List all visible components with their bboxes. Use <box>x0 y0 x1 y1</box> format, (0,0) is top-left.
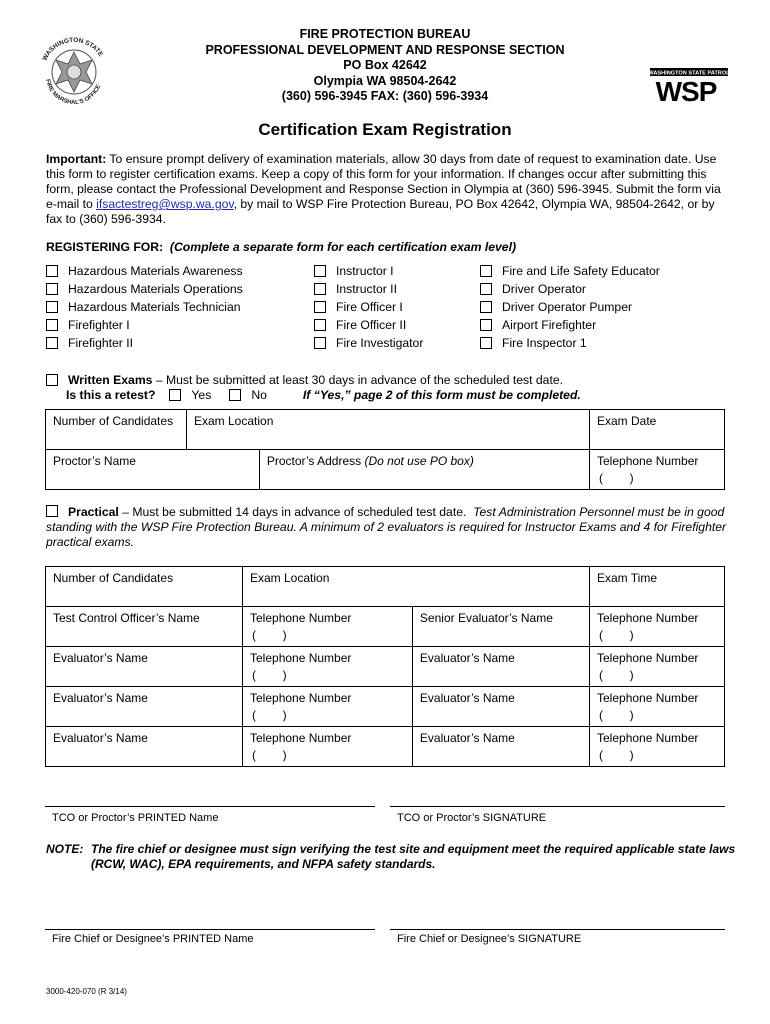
option-label: Firefighter I <box>68 318 130 332</box>
cell-exam-location[interactable] <box>187 410 590 450</box>
option-label: Fire Officer I <box>336 300 403 314</box>
label: Telephone Number <box>250 691 352 705</box>
cell-evaluator-name[interactable] <box>412 687 589 727</box>
label: Telephone Number <box>250 651 352 665</box>
option-label: Instructor II <box>336 282 397 296</box>
checkbox[interactable] <box>314 301 326 313</box>
checkbox[interactable] <box>480 337 492 349</box>
option-label: Fire Inspector 1 <box>502 336 587 350</box>
cell-evaluator-phone[interactable] <box>590 687 725 727</box>
tco-signature-line[interactable] <box>390 806 725 807</box>
chief-printed-name-line[interactable] <box>45 929 375 930</box>
cell-evaluator-name[interactable] <box>412 647 589 687</box>
agency-header <box>180 27 590 105</box>
area-code-parens: ( ) <box>599 708 634 722</box>
option-firefighter-1[interactable] <box>46 316 243 334</box>
note-label: NOTE: <box>46 842 84 856</box>
practical-exam-table <box>45 566 725 767</box>
important-label: Important: <box>46 152 107 166</box>
option-fire-inspector-1[interactable] <box>480 334 660 352</box>
checkbox[interactable] <box>46 301 58 313</box>
checkbox[interactable] <box>46 319 58 331</box>
intro-text-2: , by mail to WSP Fire Protection Bureau, PO Box 42642, Olympia WA, 98504-2642, or by fax to (360) 596-3934. <box>46 197 715 226</box>
chief-signature-label: Fire Chief or Designee’s SIGNATURE <box>397 933 582 945</box>
email-link[interactable]: ifsactestreg@wsp.wa.gov <box>96 197 234 211</box>
form-title: Certification Exam Registration <box>258 120 512 139</box>
registering-for-heading <box>46 240 516 254</box>
option-label: Driver Operator <box>502 282 586 296</box>
label: Exam Date <box>597 414 657 428</box>
option-label: Firefighter II <box>68 336 134 350</box>
registering-label: REGISTERING FOR: <box>46 240 164 254</box>
label: Evaluator’s Name <box>419 651 515 665</box>
practical-text: – Must be submitted 14 days in advance of scheduled test date. <box>118 505 474 519</box>
form-number: 3000-420-070 (R 3/14) <box>46 987 127 996</box>
area-code-parens: ( ) <box>599 471 634 485</box>
svg-text:WSP: WSP <box>655 76 717 102</box>
svg-text:WASHINGTON STATE: WASHINGTON STATE <box>41 36 105 62</box>
label: Evaluator’s Name <box>419 731 515 745</box>
cell-evaluator-phone[interactable] <box>590 647 725 687</box>
address-note: (Do not use PO box) <box>364 454 474 468</box>
option-instructor-2[interactable] <box>314 280 423 298</box>
option-driver-operator-pumper[interactable] <box>480 298 660 316</box>
retest-row <box>66 386 581 404</box>
cell-evaluator-phone[interactable] <box>590 727 725 767</box>
option-label: Airport Firefighter <box>502 318 597 332</box>
cell-exam-time[interactable] <box>590 567 725 607</box>
wsp-logo <box>650 68 728 102</box>
checkbox[interactable] <box>480 301 492 313</box>
checkbox[interactable] <box>480 319 492 331</box>
retest-no-label: No <box>251 388 267 402</box>
chief-printed-name-label: Fire Chief or Designee’s PRINTED Name <box>52 933 254 945</box>
label: Evaluator’s Name <box>53 731 148 745</box>
retest-note: If “Yes,” page 2 of this form must be completed. <box>302 388 581 402</box>
label: Number of Candidates <box>53 414 174 428</box>
option-label: Hazardous Materials Awareness <box>68 264 243 278</box>
cell-evaluator-phone[interactable] <box>243 727 413 767</box>
area-code-parens: ( ) <box>599 748 634 762</box>
option-fire-officer-1[interactable] <box>314 298 423 316</box>
written-exams-text: – Must be submitted at least 30 days in advance of the scheduled test date. <box>152 373 564 387</box>
option-hazmat-operations[interactable] <box>46 280 243 298</box>
area-code-parens: ( ) <box>599 668 634 682</box>
cell-evaluator-phone[interactable] <box>243 687 413 727</box>
option-fire-officer-2[interactable] <box>314 316 423 334</box>
option-label: Driver Operator Pumper <box>502 300 633 314</box>
cell-exam-date[interactable] <box>590 410 725 450</box>
header-line-phone: (360) 596-3945 FAX: (360) 596-3934 <box>281 89 489 103</box>
cell-evaluator-name[interactable] <box>46 727 243 767</box>
area-code-parens: ( ) <box>252 748 287 762</box>
label: Test Control Officer’s Name <box>53 611 200 625</box>
checkbox[interactable] <box>46 283 58 295</box>
intro-paragraph <box>46 152 730 227</box>
checkbox[interactable] <box>46 265 58 277</box>
label: Telephone Number <box>597 611 699 625</box>
label: Evaluator’s Name <box>53 691 148 705</box>
option-label: Instructor I <box>336 264 394 278</box>
label: Telephone Number <box>597 651 699 665</box>
label: Telephone Number <box>250 731 352 745</box>
retest-question: Is this a retest? <box>66 388 156 402</box>
cell-evaluator-name[interactable] <box>412 727 589 767</box>
cell-evaluator-phone[interactable] <box>243 647 413 687</box>
label: Telephone Number <box>250 611 352 625</box>
option-label: Fire Investigator <box>336 336 424 350</box>
header-line-bureau: FIRE PROTECTION BUREAU <box>299 27 471 41</box>
exam-options-col2 <box>314 262 423 352</box>
cell-tco-phone[interactable] <box>243 607 413 647</box>
option-label: Fire and Life Safety Educator <box>502 264 660 278</box>
exam-options-col3 <box>480 262 660 352</box>
intro-text-1: To ensure prompt delivery of examination materials, allow 30 days from date of request to examination date. Use this form to register certification exams. Keep a copy of this form for your information. If changes occur after submitting this form, please contact the Professional Development and Response Section in Olympia at (360) 596-3945. Submit the form via e-mail to <box>46 152 721 211</box>
written-exam-table <box>45 409 725 490</box>
option-firefighter-2[interactable] <box>46 334 243 352</box>
exam-options-col1 <box>46 262 243 352</box>
option-fire-investigator[interactable] <box>314 334 423 352</box>
tco-printed-name-label: TCO or Proctor’s PRINTED Name <box>52 812 219 824</box>
cell-proctor-phone[interactable] <box>590 450 725 490</box>
svg-text:FIRE MARSHAL'S OFFICE: FIRE MARSHAL'S OFFICE <box>44 78 103 106</box>
label: Exam Location <box>194 414 274 428</box>
cell-senior-evaluator-phone[interactable] <box>590 607 725 647</box>
option-label: Hazardous Materials Technician <box>68 300 241 314</box>
checkbox[interactable] <box>314 319 326 331</box>
area-code-parens: ( ) <box>252 628 287 642</box>
tco-printed-name-line[interactable] <box>45 806 375 807</box>
label: Evaluator’s Name <box>53 651 148 665</box>
area-code-parens: ( ) <box>252 708 287 722</box>
label: Telephone Number <box>597 731 699 745</box>
cell-evaluator-name[interactable] <box>46 647 243 687</box>
retest-yes-checkbox[interactable] <box>169 389 181 401</box>
fire-marshal-seal-logo <box>34 36 114 106</box>
label: Telephone Number <box>597 691 699 705</box>
label: Exam Location <box>250 571 330 585</box>
label: Exam Time <box>597 571 658 585</box>
written-exams-label: Written Exams <box>68 373 153 387</box>
cell-evaluator-name[interactable] <box>46 687 243 727</box>
area-code-parens: ( ) <box>599 628 634 642</box>
chief-signature-line[interactable] <box>390 929 725 930</box>
label: Telephone Number <box>597 454 699 468</box>
header-line-pobox: PO Box 42642 <box>343 58 427 72</box>
option-label: Hazardous Materials Operations <box>68 282 243 296</box>
checkbox[interactable] <box>46 337 58 349</box>
option-label: Fire Officer II <box>336 318 407 332</box>
tco-signature-label: TCO or Proctor’s SIGNATURE <box>397 812 547 824</box>
note-paragraph <box>46 842 736 872</box>
option-airport-firefighter[interactable] <box>480 316 660 334</box>
option-hazmat-technician[interactable] <box>46 298 243 316</box>
checkbox[interactable] <box>480 283 492 295</box>
option-fire-life-safety-educator[interactable] <box>480 262 660 280</box>
practical-note: Test Administration Personnel must be in good standing with the WSP Fire Protection Bureau. A minimum of 2 evaluators is required for Instructor Exams and 4 for Firefighter practical exams. <box>46 505 727 549</box>
option-hazmat-awareness[interactable] <box>46 262 243 280</box>
option-driver-operator[interactable] <box>480 280 660 298</box>
checkbox[interactable] <box>314 265 326 277</box>
header-line-section: PROFESSIONAL DEVELOPMENT AND RESPONSE SECTION <box>205 42 565 57</box>
label: Proctor’s Address <box>266 454 365 468</box>
header-line-city: Olympia WA 98504-2642 <box>313 73 457 88</box>
practical-label: Practical <box>68 505 119 519</box>
written-exams-checkbox[interactable] <box>46 374 58 386</box>
cell-senior-evaluator-name[interactable] <box>412 607 589 647</box>
cell-tco-name[interactable] <box>46 607 243 647</box>
retest-yes-label: Yes <box>191 388 212 402</box>
cell-exam-location[interactable] <box>243 567 590 607</box>
option-instructor-1[interactable] <box>314 262 423 280</box>
label: Evaluator’s Name <box>419 691 515 705</box>
label: Proctor’s Name <box>53 454 136 468</box>
cell-proctor-address[interactable] <box>259 450 589 490</box>
svg-text:WASHINGTON STATE PATROL: WASHINGTON STATE PATROL <box>650 70 728 77</box>
area-code-parens: ( ) <box>252 668 287 682</box>
cell-proctor-name[interactable] <box>46 450 260 490</box>
checkbox[interactable] <box>314 337 326 349</box>
cell-number-of-candidates[interactable] <box>46 410 187 450</box>
label: Senior Evaluator’s Name <box>419 611 553 625</box>
checkbox[interactable] <box>314 283 326 295</box>
practical-paragraph <box>46 505 730 550</box>
cell-number-of-candidates[interactable] <box>46 567 243 607</box>
practical-checkbox[interactable] <box>46 505 58 517</box>
note-text: The fire chief or designee must sign verifying the test site and equipment meet the required applicable state laws (RCW, WAC), EPA requirements, and NFPA safety standards. <box>91 842 736 871</box>
checkbox[interactable] <box>480 265 492 277</box>
retest-no-checkbox[interactable] <box>229 389 241 401</box>
registering-note: (Complete a separate form for each certification exam level) <box>169 240 517 254</box>
label: Number of Candidates <box>53 571 174 585</box>
